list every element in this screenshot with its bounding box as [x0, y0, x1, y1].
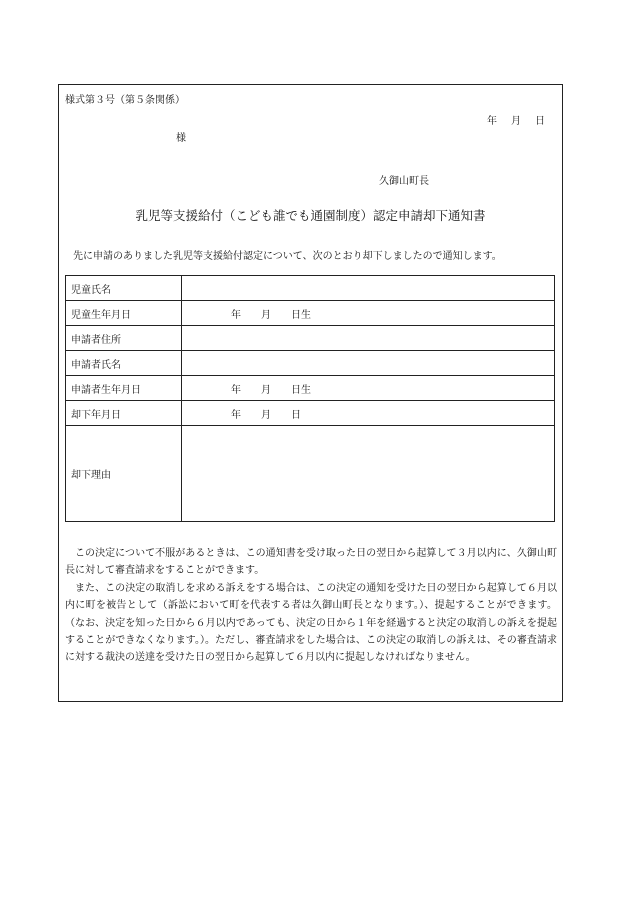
table-row — [66, 276, 555, 301]
applicant-name-label: 申請者氏名 — [66, 351, 182, 376]
day-unit: 日生 — [291, 384, 311, 396]
applicant-birthdate-value — [182, 376, 555, 401]
child-name-value — [182, 276, 555, 301]
sender-name: 久御山町長 — [379, 176, 429, 187]
info-table — [65, 275, 555, 522]
year-unit: 年 — [231, 309, 241, 321]
recipient-honorific: 様 — [176, 133, 186, 144]
child-birthdate-label: 児童生年月日 — [66, 301, 182, 326]
document-frame — [58, 84, 563, 702]
table-row — [66, 301, 555, 326]
applicant-birthdate-label: 申請者生年月日 — [66, 376, 182, 401]
month-unit: 月 — [261, 309, 271, 321]
date-day-label: 日 — [535, 116, 546, 127]
table-row — [66, 376, 555, 401]
applicant-address-value — [182, 326, 555, 351]
table-row — [66, 326, 555, 351]
notice-section — [65, 545, 557, 667]
applicant-address-label: 申請者住所 — [66, 326, 182, 351]
table-row — [66, 351, 555, 376]
form-number: 様式第３号（第５条関係） — [65, 95, 185, 106]
rejection-date-label: 却下年月日 — [66, 401, 182, 426]
month-unit: 月 — [261, 384, 271, 396]
applicant-name-value — [182, 351, 555, 376]
year-unit: 年 — [231, 409, 241, 421]
notice-paragraph-appeal: この決定について不服があるときは、この通知書を受け取った日の翌日から起算して３月以内に、久御山町長に対して審査請求をすることができます。 — [65, 548, 557, 577]
date-month-label: 月 — [511, 116, 522, 127]
day-unit: 日生 — [291, 309, 311, 321]
child-birthdate-value — [182, 301, 555, 326]
table-row — [66, 401, 555, 426]
rejection-reason-label: 却下理由 — [66, 426, 182, 522]
year-unit: 年 — [231, 384, 241, 396]
date-line — [487, 112, 546, 127]
table-row — [66, 426, 555, 522]
day-unit: 日 — [291, 409, 301, 421]
rejection-reason-value — [182, 426, 555, 522]
notice-paragraph-lawsuit: また、この決定の取消しを求める訴えをする場合は、この決定の通知を受けた日の翌日から起算して６月以内に町を被告として（訴訟において町を代表する者は久御山町長となります。）、提起することができます。（なお、決定を知った日から６月以内であっても、決定の日から１年を経過すると決定の取消しの訴えを提起することができなくなります。）。ただし、審査請求をした場合は、この決定の取消しの訴えは、その審査請求に対する裁決の送達を受けた日の翌日から起算して６月以内に提起しなければなりません。 — [65, 582, 557, 664]
child-name-label: 児童氏名 — [66, 276, 182, 301]
intro-text: 先に申請のありました乳児等支援給付認定について、次のとおり却下しましたので通知します。 — [73, 251, 502, 262]
document-title: 乳児等支援給付（こども誰でも通園制度）認定申請却下通知書 — [135, 208, 486, 223]
rejection-date-value — [182, 401, 555, 426]
date-year-label: 年 — [487, 116, 498, 127]
month-unit: 月 — [261, 409, 271, 421]
